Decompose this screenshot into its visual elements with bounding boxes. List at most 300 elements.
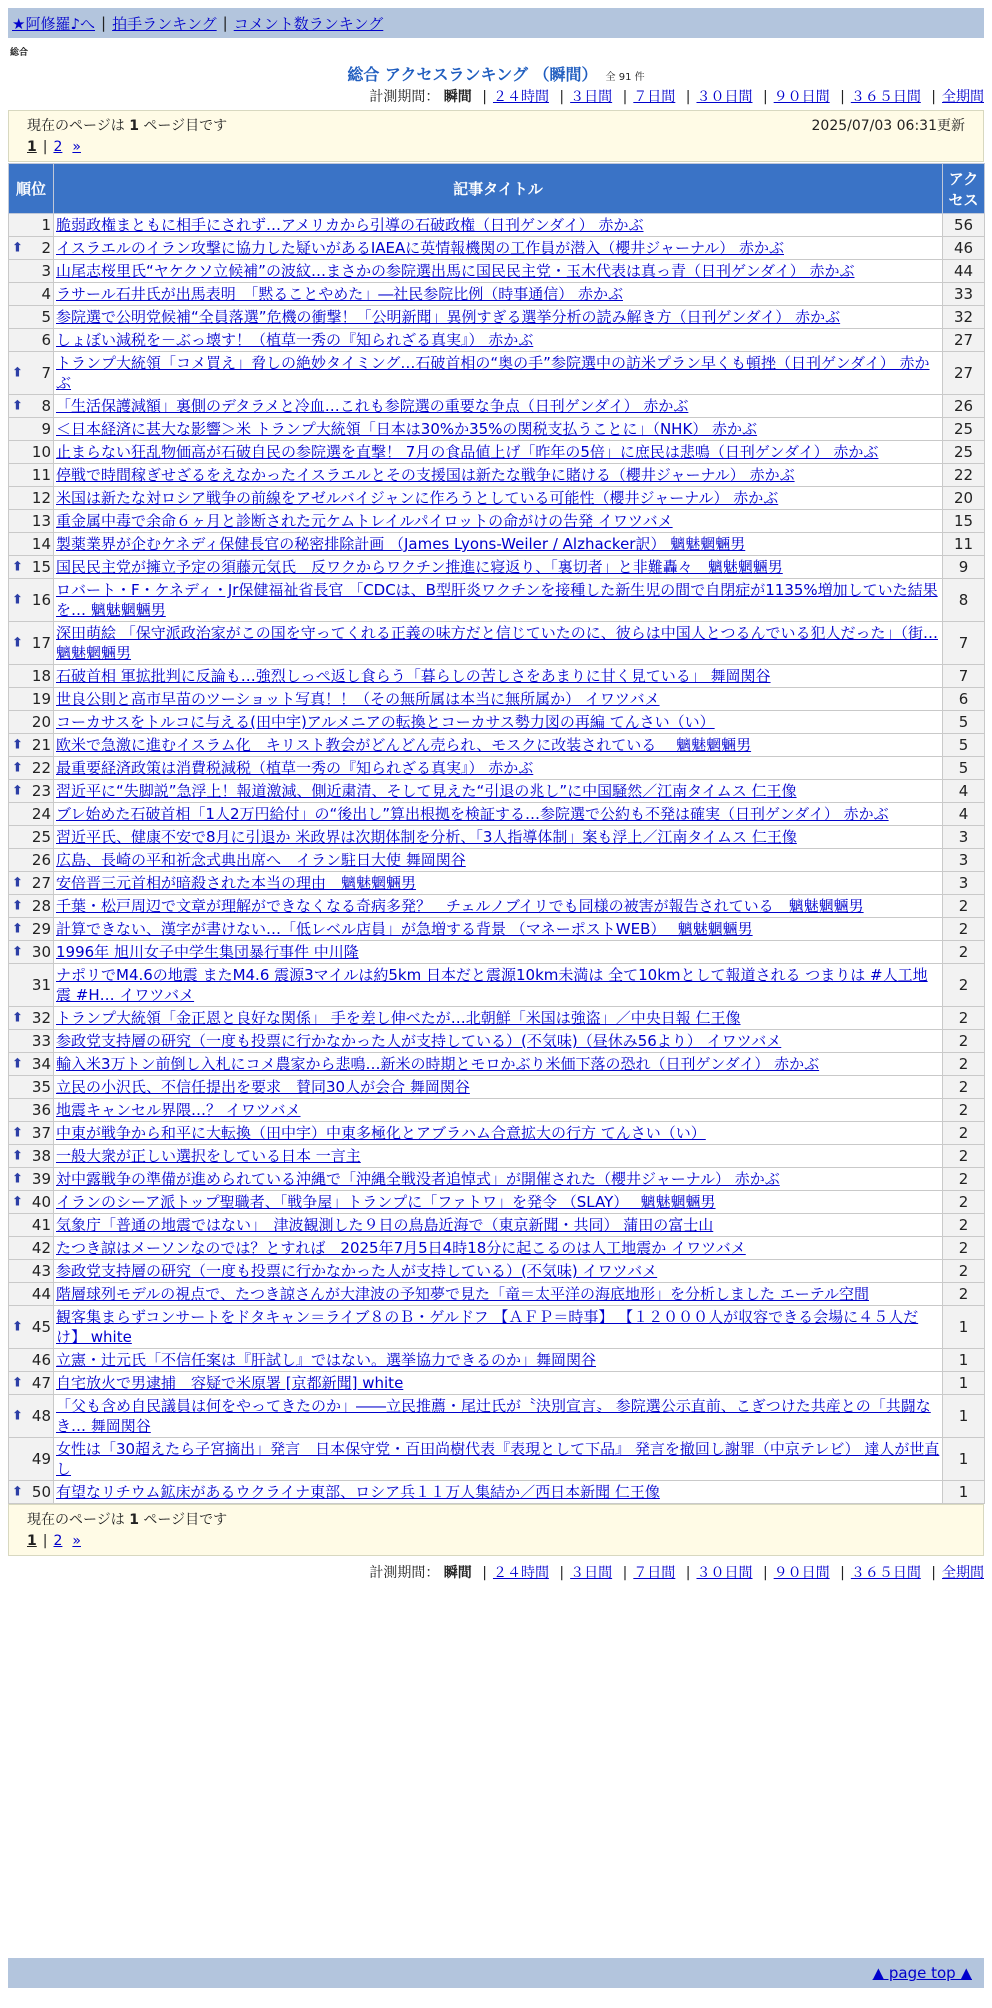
period-7d[interactable]: ７日間	[633, 1565, 676, 1581]
access-count: 11	[943, 533, 985, 556]
rank-number: 47	[31, 1374, 51, 1392]
table-row	[9, 918, 985, 941]
title-cell	[54, 734, 943, 757]
title-cell	[54, 1191, 943, 1214]
article-link[interactable]: 米国は新たな対ロシア戦争の前線をアゼルバイジャンに作ろうとしている可能性（櫻井ジャーナル） 赤かぶ	[56, 489, 779, 507]
rank-number: 45	[31, 1318, 51, 1336]
title-cell	[54, 418, 943, 441]
access-count: 25	[943, 441, 985, 464]
rank-up-arrow-icon: ⬆	[12, 921, 23, 937]
article-link[interactable]: トランプ大統領「コメ買え」脅しの絶妙タイミング…石破首相の“奥の手”参院選中の訪米プラン早くも頓挫（日刊ゲンダイ） 赤かぶ	[56, 354, 930, 392]
rank-cell	[9, 214, 54, 237]
title-cell	[54, 849, 943, 872]
page-2-link[interactable]: 2	[53, 139, 63, 155]
article-link[interactable]: 停戦で時間稼ぎせざるをえなかったイスラエルとその支援国は新たな戦争に賭ける（櫻井ジャーナル） 赤かぶ	[56, 466, 795, 484]
table-row	[9, 1122, 985, 1145]
access-count: 56	[943, 214, 985, 237]
title-cell	[54, 872, 943, 895]
title-cell	[54, 260, 943, 283]
article-link[interactable]: 製薬業界が企むケネディ保健長官の秘密排除計画 （James Lyons-Weiler / Alzhacker訳） 魑魅魍魎男	[56, 535, 746, 553]
rank-number: 37	[31, 1124, 51, 1142]
page-1-current: 1	[27, 139, 37, 155]
access-count: 1	[943, 1306, 985, 1349]
access-count: 2	[943, 1076, 985, 1099]
table-row	[9, 1191, 985, 1214]
rank-cell	[9, 329, 54, 352]
table-row	[9, 464, 985, 487]
article-link[interactable]: 中東が戦争から和平に大転換（田中宇）中東多極化とアブラハム合意拡大の行方 てんさい（い）	[56, 1124, 706, 1142]
article-link[interactable]: 気象庁「普通の地震ではない」 津波観測した９日の鳥島近海で（東京新聞・共同） 蒲田の富士山	[56, 1216, 714, 1234]
title-cell	[54, 329, 943, 352]
article-link[interactable]: イランのシーア派トップ聖職者、「戦争屋」トランプに「ファトワ」を発令 （SLAY） 魑魅魍魎男	[56, 1193, 716, 1211]
rank-number: 11	[31, 466, 51, 484]
ranking-body	[9, 214, 985, 1504]
period-90d[interactable]: ９０日間	[773, 1565, 830, 1581]
rank-cell	[9, 964, 54, 1007]
table-row	[9, 872, 985, 895]
next-page-link[interactable]: »	[72, 1533, 81, 1549]
rank-number: 32	[31, 1009, 51, 1027]
table-row	[9, 352, 985, 395]
article-link[interactable]: たつき諒はメーソンなのでは？とすれば 2025年7月5日4時18分に起こるのは人工地震か イワツバメ	[56, 1239, 746, 1257]
top-nav-bar	[8, 8, 984, 38]
article-link[interactable]: 対中露戦争の準備が進められている沖縄で「沖縄全戦没者追悼式」が開催された（櫻井ジャーナル） 赤かぶ	[56, 1170, 780, 1188]
title-cell	[54, 1260, 943, 1283]
rank-cell	[9, 757, 54, 780]
rank-cell	[9, 1372, 54, 1395]
article-link[interactable]: 観客集まらずコンサートをドタキャン＝ライブ８のＢ・ゲルドフ 【ＡＦＰ＝時事】 【１２０００人が収容できる会場に４５人だけ】 white	[56, 1308, 919, 1346]
access-count: 5	[943, 711, 985, 734]
rank-up-arrow-icon: ⬆	[12, 1148, 23, 1164]
period-7d[interactable]: ７日間	[633, 89, 676, 105]
link-applause-ranking[interactable]: 拍手ランキング	[112, 14, 217, 33]
table-row	[9, 237, 985, 260]
rank-number: 28	[31, 897, 51, 915]
table-row	[9, 1237, 985, 1260]
rank-cell	[9, 1438, 54, 1481]
table-row	[9, 734, 985, 757]
period-365d[interactable]: ３６５日間	[850, 89, 921, 105]
rank-number: 44	[31, 1285, 51, 1303]
page-2-link[interactable]: 2	[53, 1533, 63, 1549]
rank-number: 5	[41, 308, 51, 326]
table-row	[9, 214, 985, 237]
link-comment-ranking[interactable]: コメント数ランキング	[233, 14, 384, 33]
access-count: 2	[943, 1191, 985, 1214]
rank-number: 35	[31, 1078, 51, 1096]
article-link[interactable]: ラサール石井氏が出馬表明 「黙ることやめた」―社民参院比例（時事通信） 赤かぶ	[56, 285, 623, 303]
article-link[interactable]: 立憲・辻元氏「不信任案は『肝試し』ではない。選挙協力できるのか」舞岡関谷	[56, 1351, 597, 1369]
rank-cell	[9, 441, 54, 464]
article-link[interactable]: 深田萌絵 「保守派政治家がこの国を守ってくれる正義の味方だと信じていたのに、彼らは中国人とつるんでいる犯人だった」（街… 魑魅魍魎男	[56, 624, 938, 662]
rank-number: 2	[41, 239, 51, 257]
access-count: 9	[943, 556, 985, 579]
title-cell	[54, 1076, 943, 1099]
title-cell	[54, 1306, 943, 1349]
access-count: 6	[943, 688, 985, 711]
access-count: 3	[943, 872, 985, 895]
period-current: 瞬間	[443, 1565, 472, 1581]
table-row	[9, 1007, 985, 1030]
access-count: 4	[943, 780, 985, 803]
article-link[interactable]: 立民の小沢氏、不信任提出を要求 賛同30人が会合 舞岡関谷	[56, 1078, 470, 1096]
rank-cell	[9, 1122, 54, 1145]
table-row	[9, 941, 985, 964]
rank-cell	[9, 1191, 54, 1214]
article-link[interactable]: 1996年 旭川女子中学生集団暴行事件 中川隆	[56, 943, 359, 961]
period-3d[interactable]: ３日間	[570, 89, 613, 105]
table-row	[9, 1306, 985, 1349]
period-24h[interactable]: ２４時間	[492, 1565, 549, 1581]
table-row	[9, 688, 985, 711]
rank-cell	[9, 1145, 54, 1168]
col-header-rank: 順位	[9, 164, 54, 214]
article-link[interactable]: 安倍晋三元首相が暗殺された本当の理由 魑魅魍魎男	[56, 874, 417, 892]
title-cell	[54, 1053, 943, 1076]
table-row	[9, 665, 985, 688]
table-row	[9, 556, 985, 579]
title-cell	[54, 1122, 943, 1145]
access-count: 2	[943, 1145, 985, 1168]
rank-up-arrow-icon: ⬆	[12, 365, 23, 381]
access-count: 2	[943, 1214, 985, 1237]
rank-cell	[9, 1099, 54, 1122]
table-row	[9, 1168, 985, 1191]
title-cell	[54, 1168, 943, 1191]
rank-up-arrow-icon: ⬆	[12, 944, 23, 960]
title-cell	[54, 665, 943, 688]
article-link[interactable]: しょぼい減税を－ぶっ壊す！（植草一秀の『知られざる真実』） 赤かぶ	[56, 331, 534, 349]
period-selector-top: 計測期間： 瞬間 | ２４時間 | ３日間 | ７日間 | ３０日間 | ９０日間 | ３６５日間 | 全期間	[369, 89, 984, 105]
rank-up-arrow-icon: ⬆	[12, 1408, 23, 1424]
rank-number: 48	[31, 1407, 51, 1425]
access-count: 3	[943, 826, 985, 849]
rank-cell	[9, 1007, 54, 1030]
rank-number: 24	[31, 805, 51, 823]
access-count: 20	[943, 487, 985, 510]
table-row	[9, 826, 985, 849]
access-count: 46	[943, 237, 985, 260]
category-label: 総合	[10, 48, 29, 58]
article-link[interactable]: 「生活保護減額」裏側のデタラメと冷血…これも参院選の重要な争点（日刊ゲンダイ） 赤かぶ	[56, 397, 689, 415]
rank-cell	[9, 237, 54, 260]
article-link[interactable]: 石破首相 軍拡批判に反論も…強烈しっぺ返し食らう「暮らしの苦しさをあまりに甘く見ている」 舞岡関谷	[56, 667, 771, 685]
access-count: 5	[943, 734, 985, 757]
access-count: 2	[943, 918, 985, 941]
rank-cell	[9, 487, 54, 510]
period-30d[interactable]: ３０日間	[696, 1565, 753, 1581]
title-cell	[54, 533, 943, 556]
access-count: 33	[943, 283, 985, 306]
table-row	[9, 849, 985, 872]
separator: |	[101, 14, 107, 32]
article-link[interactable]: 習近平に“失脚説”急浮上！報道激減、側近粛清、そして見えた“引退の兆し”に中国騒然／江南タイムス 仁王像	[56, 782, 797, 800]
title-cell	[54, 1438, 943, 1481]
article-link[interactable]: 参政党支持層の研究（一度も投票に行かなかった人が支持している）(不気味)（昼休み56より） イワツバメ	[56, 1032, 782, 1050]
rank-number: 12	[31, 489, 51, 507]
access-count: 44	[943, 260, 985, 283]
article-link[interactable]: イスラエルのイラン攻撃に協力した疑いがあるIAEAに英情報機関の工作員が潜入（櫻井ジャーナル） 赤かぶ	[56, 239, 784, 257]
table-row	[9, 329, 985, 352]
access-count: 8	[943, 579, 985, 622]
rank-cell	[9, 1260, 54, 1283]
article-link[interactable]: 山尾志桜里氏“ヤケクソ立候補”の波紋…まさかの参院選出馬に国民民主党・玉木代表は真っ青（日刊ゲンダイ） 赤かぶ	[56, 262, 855, 280]
rank-cell	[9, 1481, 54, 1504]
rank-cell	[9, 872, 54, 895]
period-3d[interactable]: ３日間	[570, 1565, 613, 1581]
table-row	[9, 895, 985, 918]
rank-up-arrow-icon: ⬆	[12, 240, 23, 256]
page-title-text: 総合 アクセスランキング （瞬間）	[347, 65, 598, 84]
access-count: 2	[943, 1099, 985, 1122]
access-count: 27	[943, 352, 985, 395]
title-cell	[54, 941, 943, 964]
rank-cell	[9, 418, 54, 441]
article-link[interactable]: 地震キャンセル界隈…？ イワツバメ	[56, 1101, 301, 1119]
article-link[interactable]: 「父も含め自民議員は何をやってきたのか」――立民推薦・尾辻氏が〝決別宣言〟 参院選公示直前、こぎつけた共産との「共闘なき… 舞岡関谷	[56, 1397, 931, 1435]
rank-up-arrow-icon: ⬆	[12, 737, 23, 753]
title-cell	[54, 1349, 943, 1372]
title-cell	[54, 1030, 943, 1053]
table-row	[9, 1283, 985, 1306]
rank-number: 17	[31, 634, 51, 652]
rank-cell	[9, 711, 54, 734]
rank-cell	[9, 1214, 54, 1237]
rank-up-arrow-icon: ⬆	[12, 760, 23, 776]
rank-number: 49	[31, 1450, 51, 1468]
access-count: 2	[943, 1168, 985, 1191]
rank-number: 3	[41, 262, 51, 280]
title-cell	[54, 688, 943, 711]
rank-up-arrow-icon: ⬆	[12, 875, 23, 891]
title-cell	[54, 1372, 943, 1395]
title-cell	[54, 918, 943, 941]
access-count: 2	[943, 941, 985, 964]
rank-number: 20	[31, 713, 51, 731]
col-header-access: アクセス	[943, 164, 985, 214]
rank-cell	[9, 1395, 54, 1438]
access-count: 3	[943, 849, 985, 872]
title-cell	[54, 214, 943, 237]
article-link[interactable]: 参政党支持層の研究（一度も投票に行かなかった人が支持している）(不気味) イワツバメ	[56, 1262, 658, 1280]
article-link[interactable]: 有望なリチウム鉱床があるウクライナ東部、ロシア兵１１万人集結か／西日本新聞 仁王像	[56, 1483, 660, 1501]
title-cell	[54, 579, 943, 622]
table-row	[9, 622, 985, 665]
rank-cell	[9, 533, 54, 556]
rank-cell	[9, 688, 54, 711]
rank-number: 40	[31, 1193, 51, 1211]
access-count: 1	[943, 1481, 985, 1504]
period-selector-bottom: 計測期間： 瞬間 | ２４時間 | ３日間 | ７日間 | ３０日間 | ９０日間 | ３６５日間 | 全期間	[369, 1565, 984, 1581]
rank-number: 30	[31, 943, 51, 961]
rank-cell	[9, 579, 54, 622]
rank-number: 25	[31, 828, 51, 846]
rank-number: 50	[31, 1483, 51, 1501]
title-cell	[54, 895, 943, 918]
rank-number: 8	[41, 397, 51, 415]
article-link[interactable]: コーカサスをトルコに与える(田中宇)アルメニアの転換とコーカサス勢力図の再編 てんさい（い）	[56, 713, 715, 731]
article-link[interactable]: トランプ大統領「金正恩と良好な関係」 手を差し伸べたが…北朝鮮「米国は強盗」／中央日報 仁王像	[56, 1009, 741, 1027]
rank-number: 19	[31, 690, 51, 708]
table-row	[9, 510, 985, 533]
article-link[interactable]: 千葉・松戸周辺で文章が理解ができなくなる奇病多発？ チェルノブイリでも同様の被害が報告されている 魑魅魍魎男	[56, 897, 864, 915]
access-count: 2	[943, 1122, 985, 1145]
title-cell	[54, 780, 943, 803]
rank-cell	[9, 826, 54, 849]
article-link[interactable]: 世良公則と高市早苗のツーショット写真！！（その無所属は本当に無所属か） イワツバメ	[56, 690, 660, 708]
rank-up-arrow-icon: ⬆	[12, 1319, 23, 1335]
rank-up-arrow-icon: ⬆	[12, 1056, 23, 1072]
rank-number: 43	[31, 1262, 51, 1280]
rank-number: 1	[41, 216, 51, 234]
rank-up-arrow-icon: ⬆	[12, 1375, 23, 1391]
article-link[interactable]: 階層球列モデルの視点で、たつき諒さんが大津波の予知夢で見た「竜＝太平洋の海底地形」を分析しました エーテル空間	[56, 1285, 869, 1303]
rank-up-arrow-icon: ⬆	[12, 398, 23, 414]
period-24h[interactable]: ２４時間	[492, 89, 549, 105]
access-count: 2	[943, 1283, 985, 1306]
table-row	[9, 487, 985, 510]
rank-cell	[9, 306, 54, 329]
article-link[interactable]: 止まらない狂乱物価高が石破自民の参院選を直撃！ 7月の食品値上げ「昨年の5倍」に庶民は悲鳴（日刊ゲンダイ） 赤かぶ	[56, 443, 879, 461]
table-row	[9, 260, 985, 283]
rank-number: 7	[41, 364, 51, 382]
title-cell	[54, 826, 943, 849]
article-link[interactable]: 欧米で急激に進むイスラム化 キリスト教会がどんどん売られ、モスクに改装されている 魑魅魍魎男	[56, 736, 752, 754]
access-count: 7	[943, 665, 985, 688]
rank-number: 22	[31, 759, 51, 777]
next-page-link[interactable]: »	[72, 139, 81, 155]
title-cell	[54, 352, 943, 395]
title-cell	[54, 464, 943, 487]
article-link[interactable]: 最重要経済政策は消費税減税（植草一秀の『知られざる真実』） 赤かぶ	[56, 759, 534, 777]
rank-up-arrow-icon: ⬆	[12, 898, 23, 914]
access-count: 26	[943, 395, 985, 418]
article-link[interactable]: 参院選で公明党候補“全員落選”危機の衝撃！「公明新聞」異例すぎる選挙分析の読み解き方（日刊ゲンダイ） 赤かぶ	[56, 308, 841, 326]
access-count: 2	[943, 1030, 985, 1053]
period-all[interactable]: 全期間	[942, 89, 984, 105]
table-row	[9, 1372, 985, 1395]
table-row	[9, 306, 985, 329]
table-row	[9, 1099, 985, 1122]
rank-number: 26	[31, 851, 51, 869]
separator: |	[222, 14, 228, 32]
article-link[interactable]: ロバート・F・ケネディ・Jr保健福祉省長官 「CDCは、B型肝炎ワクチンを接種した新生児の間で自閉症が1135%増加していた結果を… 魑魅魍魎男	[56, 581, 938, 619]
access-count: 2	[943, 895, 985, 918]
article-link[interactable]: 一般大衆が正しい選択をしている日本 一言主	[56, 1147, 361, 1165]
rank-cell	[9, 1030, 54, 1053]
access-count: 1	[943, 1395, 985, 1438]
title-cell	[54, 1214, 943, 1237]
table-row	[9, 441, 985, 464]
period-365d[interactable]: ３６５日間	[850, 1565, 921, 1581]
access-count: 27	[943, 329, 985, 352]
access-count: 2	[943, 1237, 985, 1260]
rank-cell	[9, 849, 54, 872]
table-row	[9, 1214, 985, 1237]
article-link[interactable]: 自宅放火で男逮捕 容疑で米原署 [京都新聞] white	[56, 1374, 404, 1392]
rank-number: 31	[31, 976, 51, 994]
period-90d[interactable]: ９０日間	[773, 89, 830, 105]
article-link[interactable]: 計算できない、漢字が書けない…「低レベル店員」が急増する背景 （マネーポストWEB） 魑魅魍魎男	[56, 920, 753, 938]
table-row	[9, 1145, 985, 1168]
article-link[interactable]: 広島、長崎の平和祈念式典出席へ イラン駐日大使 舞岡関谷	[56, 851, 466, 869]
rank-cell	[9, 780, 54, 803]
rank-up-arrow-icon: ⬆	[12, 783, 23, 799]
article-link[interactable]: 輸入米3万トン前倒し入札にコメ農家から悲鳴…新米の時期とモロかぶり米価下落の恐れ（日刊ゲンダイ） 赤かぶ	[56, 1055, 820, 1073]
table-row	[9, 1349, 985, 1372]
rank-cell	[9, 464, 54, 487]
period-30d[interactable]: ３０日間	[696, 89, 753, 105]
rank-number: 39	[31, 1170, 51, 1188]
rank-up-arrow-icon: ⬆	[12, 1194, 23, 1210]
title-cell	[54, 306, 943, 329]
page-title	[0, 62, 992, 85]
rank-number: 34	[31, 1055, 51, 1073]
rank-cell	[9, 556, 54, 579]
article-link[interactable]: 重金属中毒で余命６ヶ月と診断された元ケムトレイルパイロットの命がけの告発 イワツバメ	[56, 512, 673, 530]
rank-number: 18	[31, 667, 51, 685]
rank-number: 4	[41, 285, 51, 303]
rank-cell	[9, 1168, 54, 1191]
period-all[interactable]: 全期間	[942, 1565, 984, 1581]
rank-number: 10	[31, 443, 51, 461]
title-cell	[54, 1145, 943, 1168]
title-cell	[54, 622, 943, 665]
article-link[interactable]: ＜日本経済に甚大な影響＞米 トランプ大統領「日本は30%か35%の関税支払うことに」（NHK） 赤かぶ	[56, 420, 758, 438]
access-count: 15	[943, 510, 985, 533]
access-count: 32	[943, 306, 985, 329]
article-link[interactable]: 習近平氏、健康不安で8月に引退か 米政界は次期体制を分析、「3人指導体制」案も浮上／江南タイムス 仁王像	[56, 828, 797, 846]
page-info-top	[8, 110, 984, 162]
rank-cell	[9, 283, 54, 306]
title-cell	[54, 1481, 943, 1504]
table-row	[9, 418, 985, 441]
period-label: 計測期間：	[369, 89, 440, 105]
article-link[interactable]: ブレ始めた石破首相「1人2万円給付」の“後出し”算出根拠を検証する…参院選で公約も不発は確実（日刊ゲンダイ） 赤かぶ	[56, 805, 889, 823]
rank-cell	[9, 1349, 54, 1372]
article-link[interactable]: ナポリでM4.6の地震 またM4.6 震源3マイルは約5km 日本だと震源10km未満は 全て10kmとして報道される つまりは #人工地震 #H… イワツバメ	[56, 966, 928, 1004]
page-top-link[interactable]: ▲ page top ▲	[872, 1964, 972, 1982]
rank-number: 23	[31, 782, 51, 800]
period-label: 計測期間：	[369, 1565, 440, 1581]
access-count: 25	[943, 418, 985, 441]
rank-cell	[9, 803, 54, 826]
link-asyura-home[interactable]: ★阿修羅♪へ	[12, 14, 96, 33]
rank-number: 41	[31, 1216, 51, 1234]
rank-cell	[9, 1306, 54, 1349]
table-row	[9, 283, 985, 306]
article-link[interactable]: 脆弱政権まともに相手にされず…アメリカから引導の石破政権（日刊ゲンダイ） 赤かぶ	[56, 216, 644, 234]
title-cell	[54, 803, 943, 826]
table-row	[9, 803, 985, 826]
rank-number: 27	[31, 874, 51, 892]
title-cell	[54, 237, 943, 260]
table-row	[9, 1260, 985, 1283]
table-row	[9, 1030, 985, 1053]
rank-cell	[9, 1283, 54, 1306]
page-status: 現在のページは 1 ページ目です	[27, 1512, 228, 1528]
title-cell	[54, 441, 943, 464]
article-link[interactable]: 女性は「30超えたら子宮摘出」発言 日本保守党・百田尚樹代表『表現として下品』 発言を撤回し謝罪（中京テレビ） 達人が世直し	[56, 1440, 940, 1478]
col-header-title: 記事タイトル	[54, 164, 943, 214]
rank-number: 33	[31, 1032, 51, 1050]
article-link[interactable]: 国民民主党が擁立予定の須藤元気氏 反ワクからワクチン推進に寝返り、「裏切者」と非難轟々 魑魅魍魎男	[56, 558, 783, 576]
table-row	[9, 1395, 985, 1438]
rank-number: 42	[31, 1239, 51, 1257]
rank-number: 29	[31, 920, 51, 938]
page-info-bottom	[8, 1504, 984, 1556]
rank-cell	[9, 352, 54, 395]
